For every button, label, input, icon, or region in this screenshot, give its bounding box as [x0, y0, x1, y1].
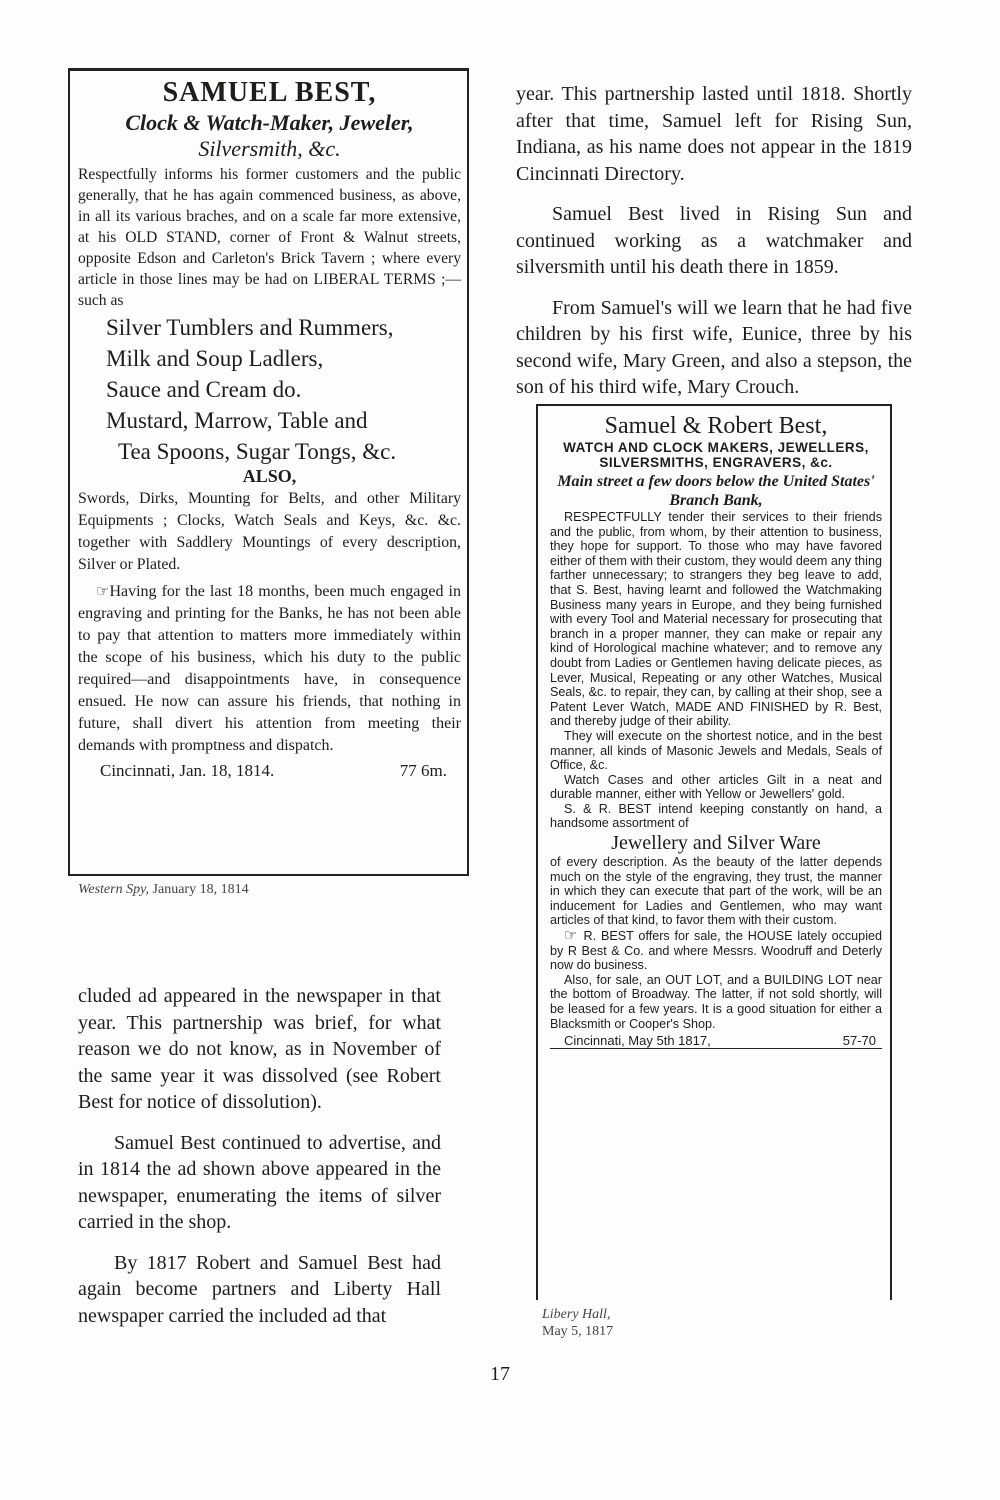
page-number: 17	[490, 1363, 510, 1385]
ad2-body-2: They will execute on the shortest notice, and in the best manner, all kinds of Masonic Jewels and Medals, Seals of Office, &c.	[550, 728, 882, 773]
right-column-text	[516, 81, 912, 415]
paragraph: By 1817 Robert and Samuel Best had again become partners and Liberty Hall newspaper carried the included ad that	[78, 1251, 441, 1327]
ad2-location: Main street a few doors below the United States' Branch Bank,	[557, 473, 875, 509]
ad1-also: ALSO,	[242, 466, 297, 486]
ad1-notice-text: ☞Having for the last 18 months, been much engaged in engraving and printing for the Banks, he has not been able to pay that attention to matters more immediately within the scope of his business, which his duty to the public required—and disappointments have, in consequence ensued. He now can assure his friends, that nothing in future, shall divert his attention from meeting their demands with promptness and dispatch.	[78, 582, 461, 754]
ad1-intro-text: Respectfully informs his former customers and the public generally, that he has again commenced business, as above, in all its various braches, and on a scale far more extensive, at his OLD STAND, corner of Front & Walnut streets, opposite Edson and Carleton's Brick Tavern ; where every article in those lines may be had on LIBERAL TERMS ;—such as	[78, 166, 461, 309]
ad2-dateline-code: 57-70	[842, 1033, 876, 1049]
ad2-dateline-place: Cincinnati, May 5th 1817,	[564, 1033, 711, 1049]
ad2-body-7: Also, for sale, an OUT LOT, and a BUILDING LOT near the bottom of Broadway. The latter, if not sold shortly, will be leased for a few years. It is a good situation for either a Blacksmith or Cooper's Shop.	[550, 972, 882, 1031]
ad2-caption-date: May 5, 1817	[542, 1324, 614, 1339]
pointing-hand-icon: ☞	[564, 926, 584, 945]
paragraph: Samuel Best continued to advertise, and in 1814 the ad shown above appeared in the newspaper, enumerating the items of silver carried in the shop.	[78, 1131, 441, 1233]
ad1-dateline-code: 77 6m.	[399, 761, 447, 780]
ad2-body-5: of every description. As the beauty of the latter depends much on the style of the engraving, they trust, the manner in which they can execute that part of the work, will be an inducement for Ladies and Gentlemen, who may want articles of that kind, to favor them with their custom.	[550, 855, 882, 928]
ad1-caption-date: January 18, 1814	[152, 882, 249, 897]
ad1-name: SAMUEL BEST,	[162, 77, 377, 108]
ad1-caption-source: Western Spy,	[78, 882, 150, 897]
paragraph: year. This partnership lasted until 1818. Shortly after that time, Samuel left for Rising Sun, Indiana, as his name does not appear in the 1819 Cincinnati Directory.	[516, 83, 912, 185]
left-column-text	[78, 983, 441, 1343]
paragraph: From Samuel's will we learn that he had five children by his first wife, Eunice, three by his second wife, Mary Green, and also a stepson, the son of his third wife, Mary Crouch.	[516, 296, 912, 398]
ad1-item-3: Sauce and Cream do.	[106, 377, 302, 402]
paragraph: Samuel Best lived in Rising Sun and continued working as a watchmaker and silversmith until his death there in 1859.	[516, 203, 912, 278]
ad2-caption-source: Libery Hall,	[542, 1307, 611, 1322]
ad2-body-6: ☞ R. BEST offers for sale, the HOUSE lately occupied by R Best & Co. and where Messrs. Woodruff and Deterly now do business.	[550, 926, 882, 973]
ad1-item-5: Tea Spoons, Sugar Tongs, &c.	[118, 439, 397, 464]
ad1-trade-line2: Silversmith, &c.	[198, 136, 341, 161]
samuel-best-1814-advertisement	[68, 68, 469, 876]
ad1-dateline-place: Cincinnati, Jan. 18, 1814.	[100, 761, 275, 780]
ad1-item-1: Silver Tumblers and Rummers,	[106, 315, 394, 340]
ad2-name: Samuel & Robert Best,	[604, 413, 828, 439]
ad2-caption	[542, 1306, 613, 1340]
ad1-also-text: Swords, Dirks, Mounting for Belts, and other Military Equipments ; Clocks, Watch Seals and Keys, &c. &c. together with Saddlery Mountings of every description, Silver or Plated.	[78, 490, 461, 573]
ad1-item-2: Milk and Soup Ladlers,	[106, 346, 324, 371]
ad2-jewellery-heading: Jewellery and Silver Ware	[611, 832, 821, 855]
ad1-caption	[78, 882, 249, 898]
ad2-trade: WATCH AND CLOCK MAKERS, JEWELLERS, SILVERSMITHS, ENGRAVERS, &c.	[563, 440, 869, 470]
pointing-hand-icon: ☞	[96, 582, 110, 600]
ad1-trade-line1: Clock & Watch-Maker, Jeweler,	[125, 110, 414, 135]
ad2-body-3: Watch Cases and other articles Gilt in a neat and durable manner, either with Yellow or Jewellers' gold.	[550, 772, 882, 802]
samuel-robert-best-1817-advertisement	[536, 404, 892, 1300]
ad1-dateline	[78, 757, 461, 781]
ad1-item-4: Mustard, Marrow, Table and	[106, 408, 368, 433]
paragraph: cluded ad appeared in the newspaper in that year. This partnership was brief, for what reason we do not know, as in November of the same year it was dissolved (see Robert Best for notice of dissolution).	[78, 985, 441, 1113]
ad2-body-4: S. & R. BEST intend keeping constantly on hand, a handsome assortment of	[550, 801, 882, 831]
ad2-body-1: RESPECTFULLY tender their services to their friends and the public, from whom, by their attention to business, they hope for support. To those who may have favored either of them with their custom, they would deem any thing farther unnecessary; to strangers they beg leave to add, that S. Best, having learnt and followed the Watchmaking Business many years in Europe, and they being furnished with every Tool and Material necessary for prosecuting that branch in a proper manner, they can make or repair any kind of Horological machine whatever; and to remove any doubt from Ladies or Gentlemen having delicate pieces, as Lever, Musical, Repeating or any other Watches, Musical Seals, &c. to repair, they can, by calling at their shop, see a Patent Lever Watch, MADE AND FINISHED by R. Best, and thereby judge of their ability.	[550, 510, 882, 729]
ad2-dateline	[550, 1031, 882, 1049]
